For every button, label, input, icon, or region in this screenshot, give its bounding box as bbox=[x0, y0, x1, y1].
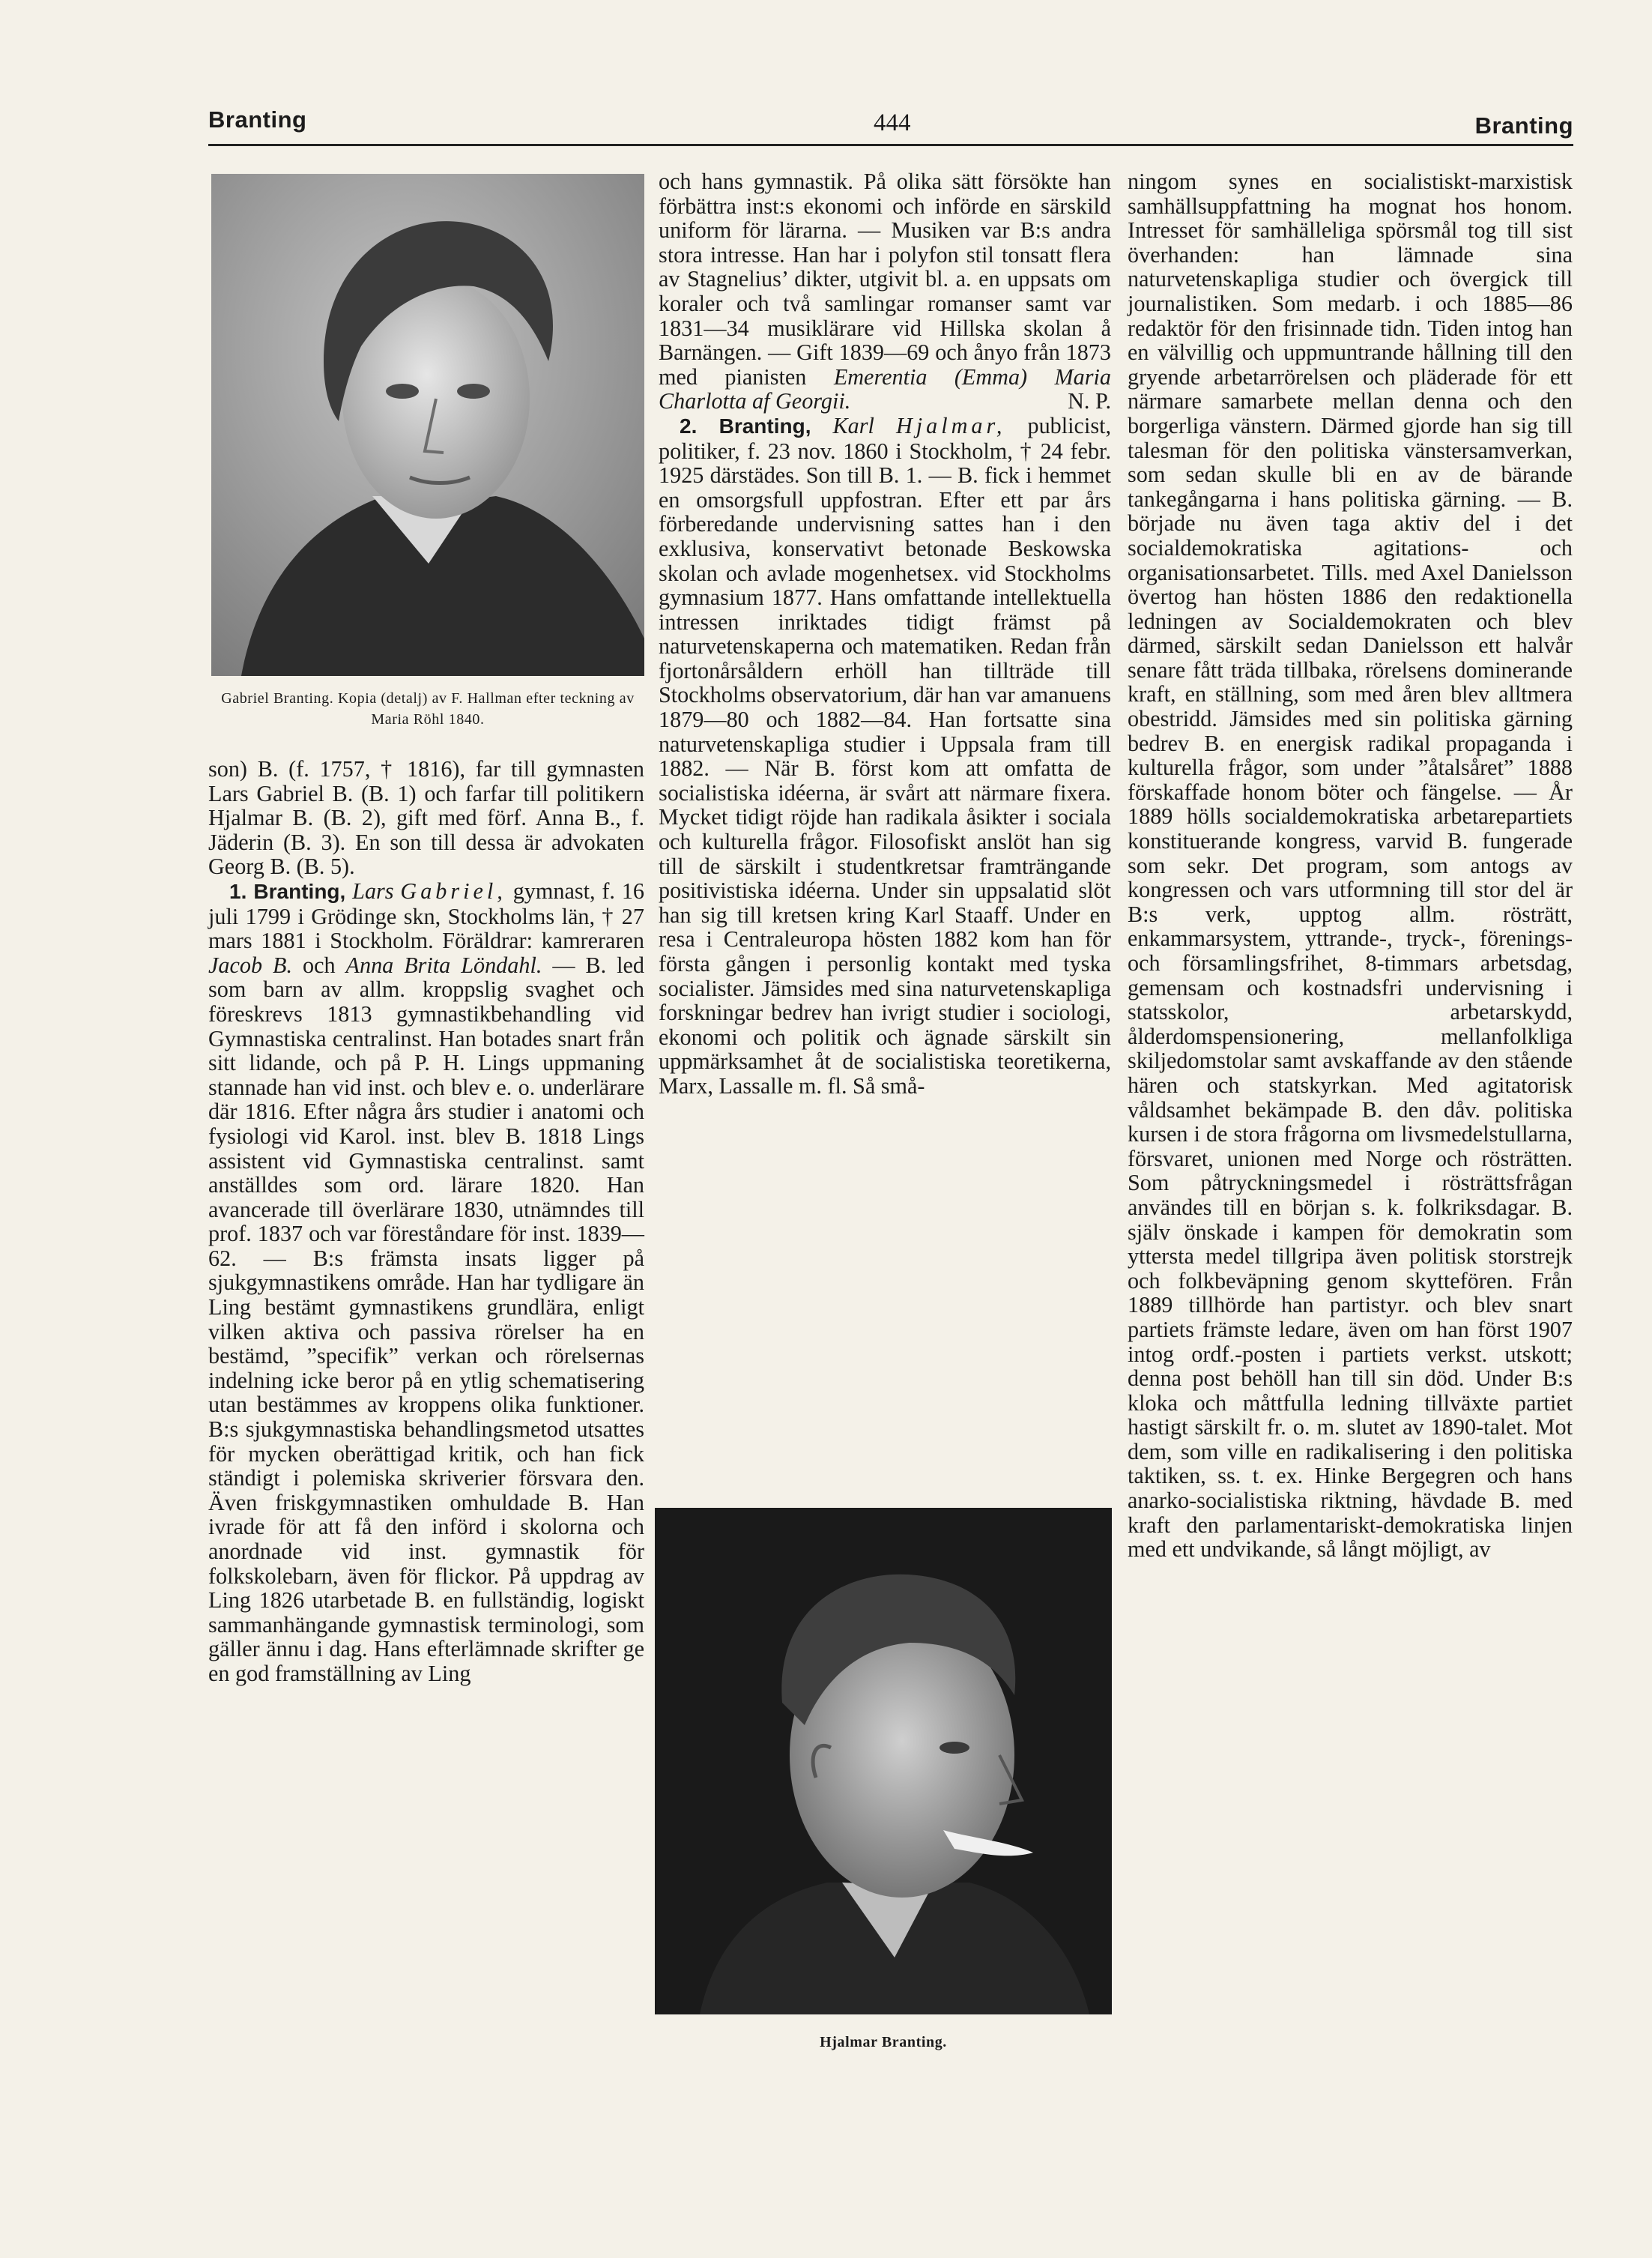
entry-1-name-first: Lars bbox=[352, 878, 394, 904]
header-right-word: Branting bbox=[1474, 112, 1573, 139]
entry-1-wife: Emerentia (Emma) Maria Charlotta af Georgii. bbox=[659, 363, 1111, 414]
entry-2-continued: ningom synes en socialistiskt-marxistisk samhällsuppfattning ha mognat hos honom. Intresset för samhälleliga spörsmål tog till sist överhanden: han lämnade sina naturvetenskapliga studier och övergick till journalistiken. Som medarb. i och 1885—86 redaktör för den frisinnade tidn. Tiden intog han en välvillig och uppmuntrande hållning till den gryende arbetarrörelsen och pläderade för ett närmare samarbete mellan denna och den borgerliga vänstern. Därmed gjorde han sig till talesman för den politiska vänstersamverkan, som sedan skulle bli en av de bärande tankegångarna i hans politiska gärning. — B. började nu även taga aktiv del i det socialdemokratiska agitations- och organisationsarbetet. Tills. med Axel Danielsson övertog han hösten 1886 den redaktionella ledningen av Socialdemokraten och blev därmed, särskilt sedan Danielsson ett halvår senare fått träda tillbaka, rörelsens dominerande kraft, en ställning, som med åren blev alltmera obestridd. Jämsides med sin politiska gärning bedrev B. en energisk radikal propaganda i kulturella frågor, som under ”åtalsåret” 1888 förskaffade honom böter och fängelse. — År 1889 hölls socialdemokratiska arbetarepartiets konstituerande kongress, varvid B. fungerade som sekr. Det program, som antogs av kongressen och vars utformning till stor del är B:s verk, upptog allm. rösträtt, enkammarsystem, yttrande-, tryck-, förenings- och församlingsfrihet, 8-timmars arbetsdag, gemensam och kostnadsfri undervisning i statsskolor, arbetarskydd, ålderdomspensionering, mellanfolkliga skiljedomstolar samt avskaffande av den stående hären och statskyrkan. Med agitatorisk våldsamhet bekämpade B. den dåv. politiska kursen i de stora frågorna om livsmedelstullarna, försvaret, unionen med Norge och rösträtten. Som påtryckningsmedel i rösträttsfrågan användes till en början s. k. folkriksdagar. B. själv önskade i kampen för demokratin som yttersta medel tillgripa även politisk storstrejk och folkbeväpning genom skyttefören. Från 1889 tillhörde han partistyr. och blev snart partiets främste ledare, även om han först 1907 intog ordf.-posten i partiets verkst. utskott; denna post behöll han till sin död. Under B:s kloka och måttfulla ledning tillväxte partiet hastigt särskilt fr. o. m. slutet av 1890-talet. Mot dem, som ville en radikalisering i den politiska taktiken, ss. t. ex. Hinke Bergegren och hans anarko-socialistiska riktning, hävdade B. med kraft den parlamentariskt-demokratiska linjen med ett undvikande, så långt möjligt, av bbox=[1128, 169, 1573, 1563]
column-2-text-a: och hans gymnastik. På olika sätt försökte han förbättra inst:s ekonomi och införde en särskild uniform för lärarna. — Musiken var B:s andra stora intresse. Han har i polyfon stil tonsatt flera av Stagnelius’ dikter, utgivit bl. a. en uppsats om koraler och två samlingar romanser samt var 1831—34 musiklärare vid Hillska skolan å Barnängen. — Gift 1839—69 och ånyo från 1873 med pianisten bbox=[659, 169, 1111, 390]
figure-caption-2: Hjalmar Branting. bbox=[820, 2034, 947, 2050]
entry-2-heading: 2. Branting, bbox=[680, 414, 811, 438]
entry-1-continued bbox=[659, 169, 1111, 414]
page-number: 444 bbox=[874, 109, 911, 136]
entry-2-text: publicist, politiker, f. 23 nov. 1860 i Stockholm, † 24 febr. 1925 därstädes. Son till B. 1. — B. fick i hemmet en omsorgsfull uppfostran. Efter ett par års förberedande undervisning sattes han i den exklusiva, konservativt betonade Beskowska skolan och avlade mogenhetsex. vid Stockholms gymnasium 1877. Hans omfattande intellektuella intressen inriktades tidigt främst på naturvetenskaperna och matematiken. Redan från fjortonårsåldern erhöll han tillträde till Stockholms observatorium, där han var amanuens 1879—80 och 1882—84. Han fortsatte sina naturvetenskapliga studier i Uppsala fram till 1882. — När B. först kom att omfatta de socialistiska idéerna, är svårt att närmare fixera. Mycket tidigt röjde han radikala åsikter i sociala och kulturella frågor. Filosofiskt anslöt han sig till de särskilt i studentkretsar framträngande positivistiska idéerna. Under sin uppsalatid slöt han sig till kretsen kring Karl Staaff. Under en resa i Centraleuropa hösten 1882 kom han för första gången i personlig kontakt med tyska socialister. Jämsides med sina naturvetenskapliga forskningar bedrev han ivrigt studier i sociologi, ekonomi och politik och ägnade särskilt sin uppmärksamhet åt de socialistiska teoretikerna, Marx, Lassalle m. fl. Så små- bbox=[659, 412, 1112, 1099]
header-rule bbox=[208, 144, 1573, 146]
entry-1-och: och bbox=[302, 952, 336, 978]
entry-1-father: Jacob B. bbox=[208, 952, 293, 978]
text-column-3 bbox=[1128, 169, 1573, 1562]
header-left-word: Branting bbox=[208, 106, 307, 133]
portrait-hjalmar-branting bbox=[655, 1508, 1112, 2014]
running-header bbox=[208, 102, 1573, 148]
entry-1-gabriel bbox=[208, 879, 644, 1686]
entry-1-mother: Anna Brita Löndahl. bbox=[345, 952, 542, 978]
entry-1-text-b: — B. led som barn av allm. kroppslig svaghet och föreskrevs 1813 gymnastikbehandling vid Gymnastiska centralinst. Han botades snart från sitt lidande, och på P. H. Lings uppmaning stannade han vid inst. och blev e. o. underlärare där 1816. Efter några års studier i anatomi och fysiologi vid Karol. inst. blev B. 1818 Lings assistent vid Gymnastiska centralinst. samt anställdes som ord. lärare 1820. Han avancerade till överlärare 1830, utnämndes till prof. 1837 och var föreståndare för inst. 1839—62. — B:s främsta insats ligger på sjukgymnastikens område. Han har tydligare än Ling bestämt gymnastikens grundlära, enligt vilken aktiva och passiva rörelser ha en bestämd, ”specifik” verkan och rörelsernas indelning icke beror på en ytlig schematisering utan bestämmes av kroppens olika funktioner. B:s sjukgymnastiska behandlingsmetod utsattes för mycken oberättigad kritik, och han fick ständigt i polemiska skriverier försvara den. Även friskgymnastiken omhuldade B. Han ivrade för att få den införd i skolorna och anordnade vid inst. gymnastik för folkskolebarn, även för flickor. På uppdrag av Ling 1826 utarbetade B. en fullständig, logiskt sammanhängande gymnastisk terminologi, som gäller ännu i dag. Hans efterlämnade skrifter ge en god framställning av Ling bbox=[208, 952, 645, 1686]
paragraph-intro: son) B. (f. 1757, † 1816), far till gymnasten Lars Gabriel B. (B. 1) och farfar till politikern Hjalmar B. (B. 2), gift med förf. Anna B., f. Jäderin (B. 3). En son till dessa är advokaten Georg B. (B. 5). bbox=[208, 756, 644, 880]
entry-2-hjalmar bbox=[659, 414, 1111, 1099]
entry-2-name-first: Karl bbox=[832, 412, 874, 438]
text-column-2 bbox=[659, 169, 1111, 1099]
entry-1-name-spaced: Gabriel, bbox=[400, 878, 506, 904]
figure-caption-1: Gabriel Branting. Kopia (detalj) av F. Hallman efter teckning av Maria Röhl 1840. bbox=[221, 690, 635, 728]
author-signature: N. P. bbox=[1068, 388, 1111, 414]
entry-1-text-a: gymnast, f. 16 juli 1799 i Grödinge skn, Stockholms län, † 27 mars 1881 i Stockholm. Föräldrar: kamreraren bbox=[208, 878, 645, 954]
text-column-1 bbox=[208, 757, 644, 1686]
entry-1-heading: 1. Branting, bbox=[229, 879, 346, 903]
entry-2-name-spaced: Hjalmar, bbox=[895, 412, 1006, 438]
portrait-gabriel-branting bbox=[211, 174, 644, 676]
